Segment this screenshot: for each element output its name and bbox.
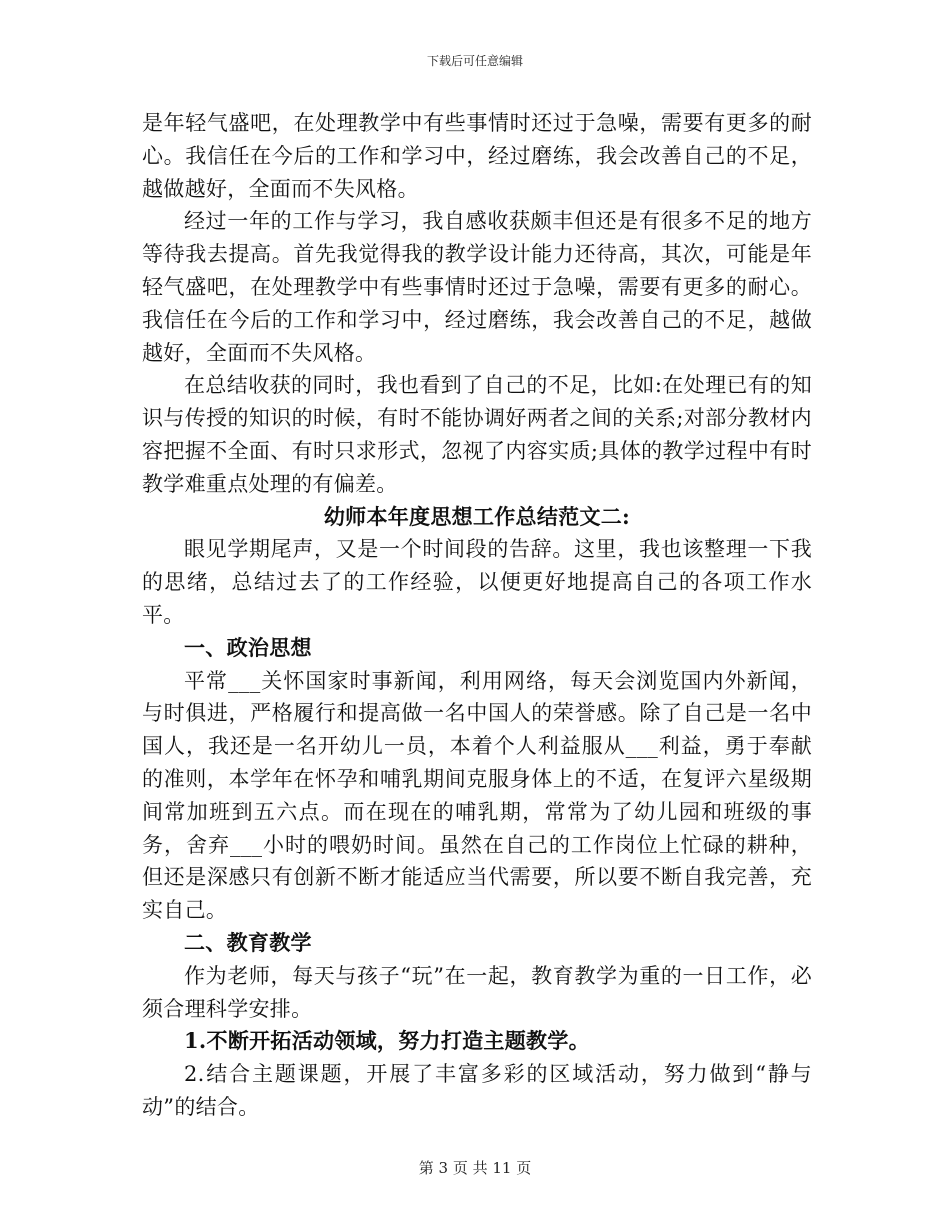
paragraph: 平常___关怀国家时事新闻，利用网络，每天会浏览国内外新闻，与时俱进，严格履行和提高做一名中国人的荣誉感。除了自己是一名中国人，我还是一名开幼儿一员，本着个人利益服从___利益，勇于奉献的准则，本学年在怀孕和哺乳期间克服身体上的不适，在复评六星级期间常加班到五六点。而在现在的哺乳期，常常为了幼儿园和班级的事务，舍弃___小时的喂奶时间。虽然在自己的工作岗位上忙碌的耕种，但还是深感只有创新不断才能适应当代需要，所以要不断自我完善，充实自己。 <box>142 668 812 923</box>
paragraph: 经过一年的工作与学习，我自感收获颇丰但还是有很多不足的地方等待我去提高。首先我觉得我的教学设计能力还待高，其次，可能是年轻气盛吧，在处理教学中有些事情时还过于急噪，需要有更多的耐心。我信任在今后的工作和学习中，经过磨练，我会改善自己的不足，越做越好，全面而不失风格。 <box>142 209 812 365</box>
paragraph: 作为老师，每天与孩子“玩”在一起，教育教学为重的一日工作，必须合理科学安排。 <box>142 963 812 1021</box>
section-heading: 二、教育教学 <box>184 929 312 955</box>
subsection-heading: 1.不断开拓活动领域，努力打造主题教学。 <box>184 1028 590 1054</box>
paragraph: 眼见学期尾声，又是一个时间段的告辞。这里，我也该整理一下我的思绪，总结过去了的工作经验，以便更好地提高自己的各项工作水平。 <box>142 537 812 627</box>
paragraph: 是年轻气盛吧，在处理教学中有些事情时还过于急噪，需要有更多的耐心。我信任在今后的工作和学习中，经过磨练，我会改善自己的不足，越做越好，全面而不失风格。 <box>142 111 812 201</box>
section-title: 幼师本年度思想工作总结范文二: <box>323 503 631 529</box>
page-header: 下载后可任意编辑 <box>426 54 523 68</box>
document-body <box>142 107 812 1124</box>
paragraph: 2.结合主题课题，开展了丰富多彩的区域活动，努力做到“静与动”的结合。 <box>142 1062 812 1119</box>
section-heading: 一、政治思想 <box>184 634 312 660</box>
page-number: 第 3 页 共 11 页 <box>418 1159 532 1177</box>
paragraph: 在总结收获的同时，我也看到了自己的不足，比如:在处理已有的知识与传授的知识的时候，有时不能协调好两者之间的关系;对部分教材内容把握不全面、有时只求形式，忽视了内容实质;具体的教学过程中有时教学难重点处理的有偏差。 <box>142 373 812 496</box>
